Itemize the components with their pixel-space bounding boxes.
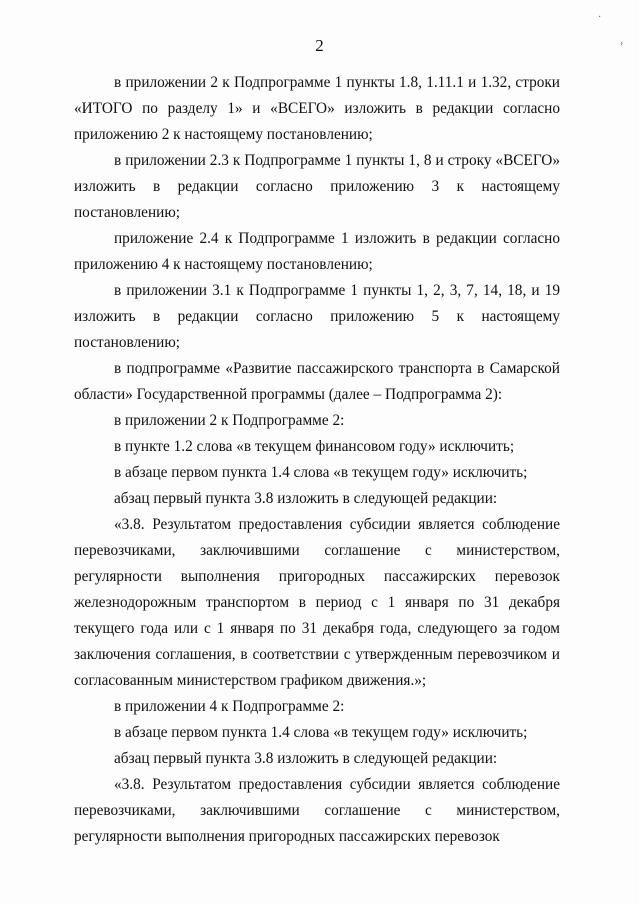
paragraph: в пункте 1.2 слова «в текущем финансовом году» исключить; bbox=[114, 438, 515, 455]
paragraph: в абзаце первом пункта 1.4 слова «в текущем году» исключить; bbox=[114, 464, 528, 481]
paragraph: в приложении 4 к Подпрограмме 2: bbox=[114, 698, 345, 715]
paragraph: в подпрограмме «Развитие пассажирского транспорта в Самарской области» Государственной программы (далее – Подпрограмма 2): bbox=[74, 360, 560, 403]
page-number: 2 bbox=[315, 36, 324, 55]
paragraph: «3.8. Результатом предоставления субсидии является соблюдение перевозчиками, заключившими соглашение с министерством, регулярности выполнения пригородных пассажирских перевозок железнодорожным транспортом в период с 1 января по 31 декабря текущего года или с 1 января по 31 декабря года, следующего за годом заключения соглашения, в соответствии с утвержденным перевозчиком и согласованным министерством графиком движения.»; bbox=[74, 516, 560, 689]
paragraph: в приложении 2 к Подпрограмме 1 пункты 1.8, 1.11.1 и 1.32, строки «ИТОГО по разделу 1» и «ВСЕГО» изложить в редакции согласно приложению 2 к настоящему постановлению; bbox=[74, 74, 560, 143]
scan-speck: › bbox=[620, 38, 624, 49]
paragraph: в приложении 2 к Подпрограмме 2: bbox=[114, 412, 345, 429]
paragraph: «3.8. Результатом предоставления субсидии является соблюдение перевозчиками, заключившими соглашение с министерством, регулярности выполнения пригородных пассажирских перевозок bbox=[74, 776, 560, 845]
paragraph: в приложении 3.1 к Подпрограмме 1 пункты 1, 2, 3, 7, 14, 18, и 19 изложить в редакции согласно приложению 5 к настоящему постановлению; bbox=[74, 282, 560, 351]
paragraph: абзац первый пункта 3.8 изложить в следующей редакции: bbox=[114, 490, 498, 507]
scan-speck: · bbox=[598, 12, 602, 23]
body-text bbox=[74, 70, 560, 850]
paragraph: в приложении 2.3 к Подпрограмме 1 пункты 1, 8 и строку «ВСЕГО» изложить в редакции согласно приложению 3 к настоящему постановлению; bbox=[74, 152, 560, 221]
paragraph: абзац первый пункта 3.8 изложить в следующей редакции: bbox=[114, 750, 498, 767]
paragraph: приложение 2.4 к Подпрограмме 1 изложить в редакции согласно приложению 4 к настоящему постановлению; bbox=[74, 230, 560, 273]
paragraph: в абзаце первом пункта 1.4 слова «в текущем году» исключить; bbox=[114, 724, 528, 741]
